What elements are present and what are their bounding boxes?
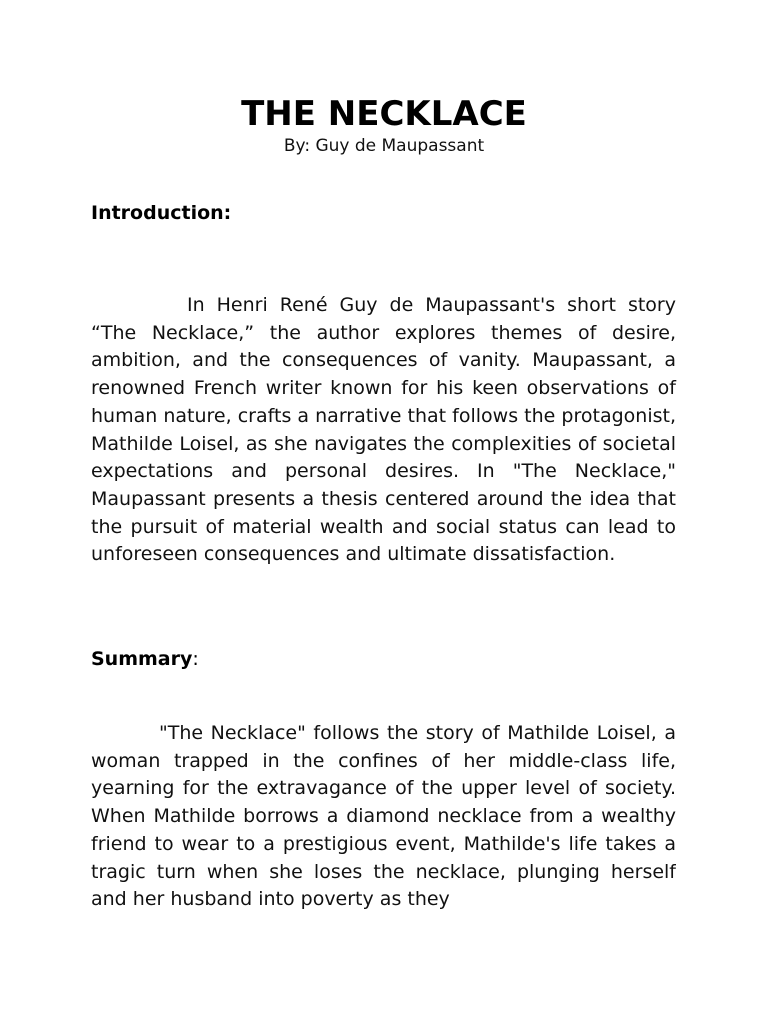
document-byline: By: Guy de Maupassant [283,136,485,156]
introduction-heading-text: Introduction: [91,202,232,224]
introduction-paragraph: In Henri René Guy de Maupassant's short story “The Necklace,” the author explores themes of desire, ambition, and the consequences of vanity. Maupassant, a renowned French writer known for his keen observations of human nature, crafts a narrative that follows the protagonist, Mathilde Loisel, as she navigates the complexities of societal expectations and personal desires. In "The Necklace," Maupassant presents a thesis centered around the idea that the pursuit of material wealth and social status can lead to unforeseen consequences and ultimate dissatisfaction. [91,294,676,566]
summary-paragraph: "The Necklace" follows the story of Mathilde Loisel, a woman trapped in the confines of her middle-class life, yearning for the extravagance of the upper level of society. When Mathilde borrows a diamond necklace from a wealthy friend to wear to a prestigious event, Mathilde's life takes a tragic turn when she loses the necklace, plunging herself and her husband into poverty as they [91,722,676,911]
document-title: THE NECKLACE [241,94,527,134]
introduction-heading [91,200,231,226]
summary-heading [91,646,199,672]
summary-heading-colon: : [192,648,199,670]
summary-heading-text: Summary [91,648,193,670]
